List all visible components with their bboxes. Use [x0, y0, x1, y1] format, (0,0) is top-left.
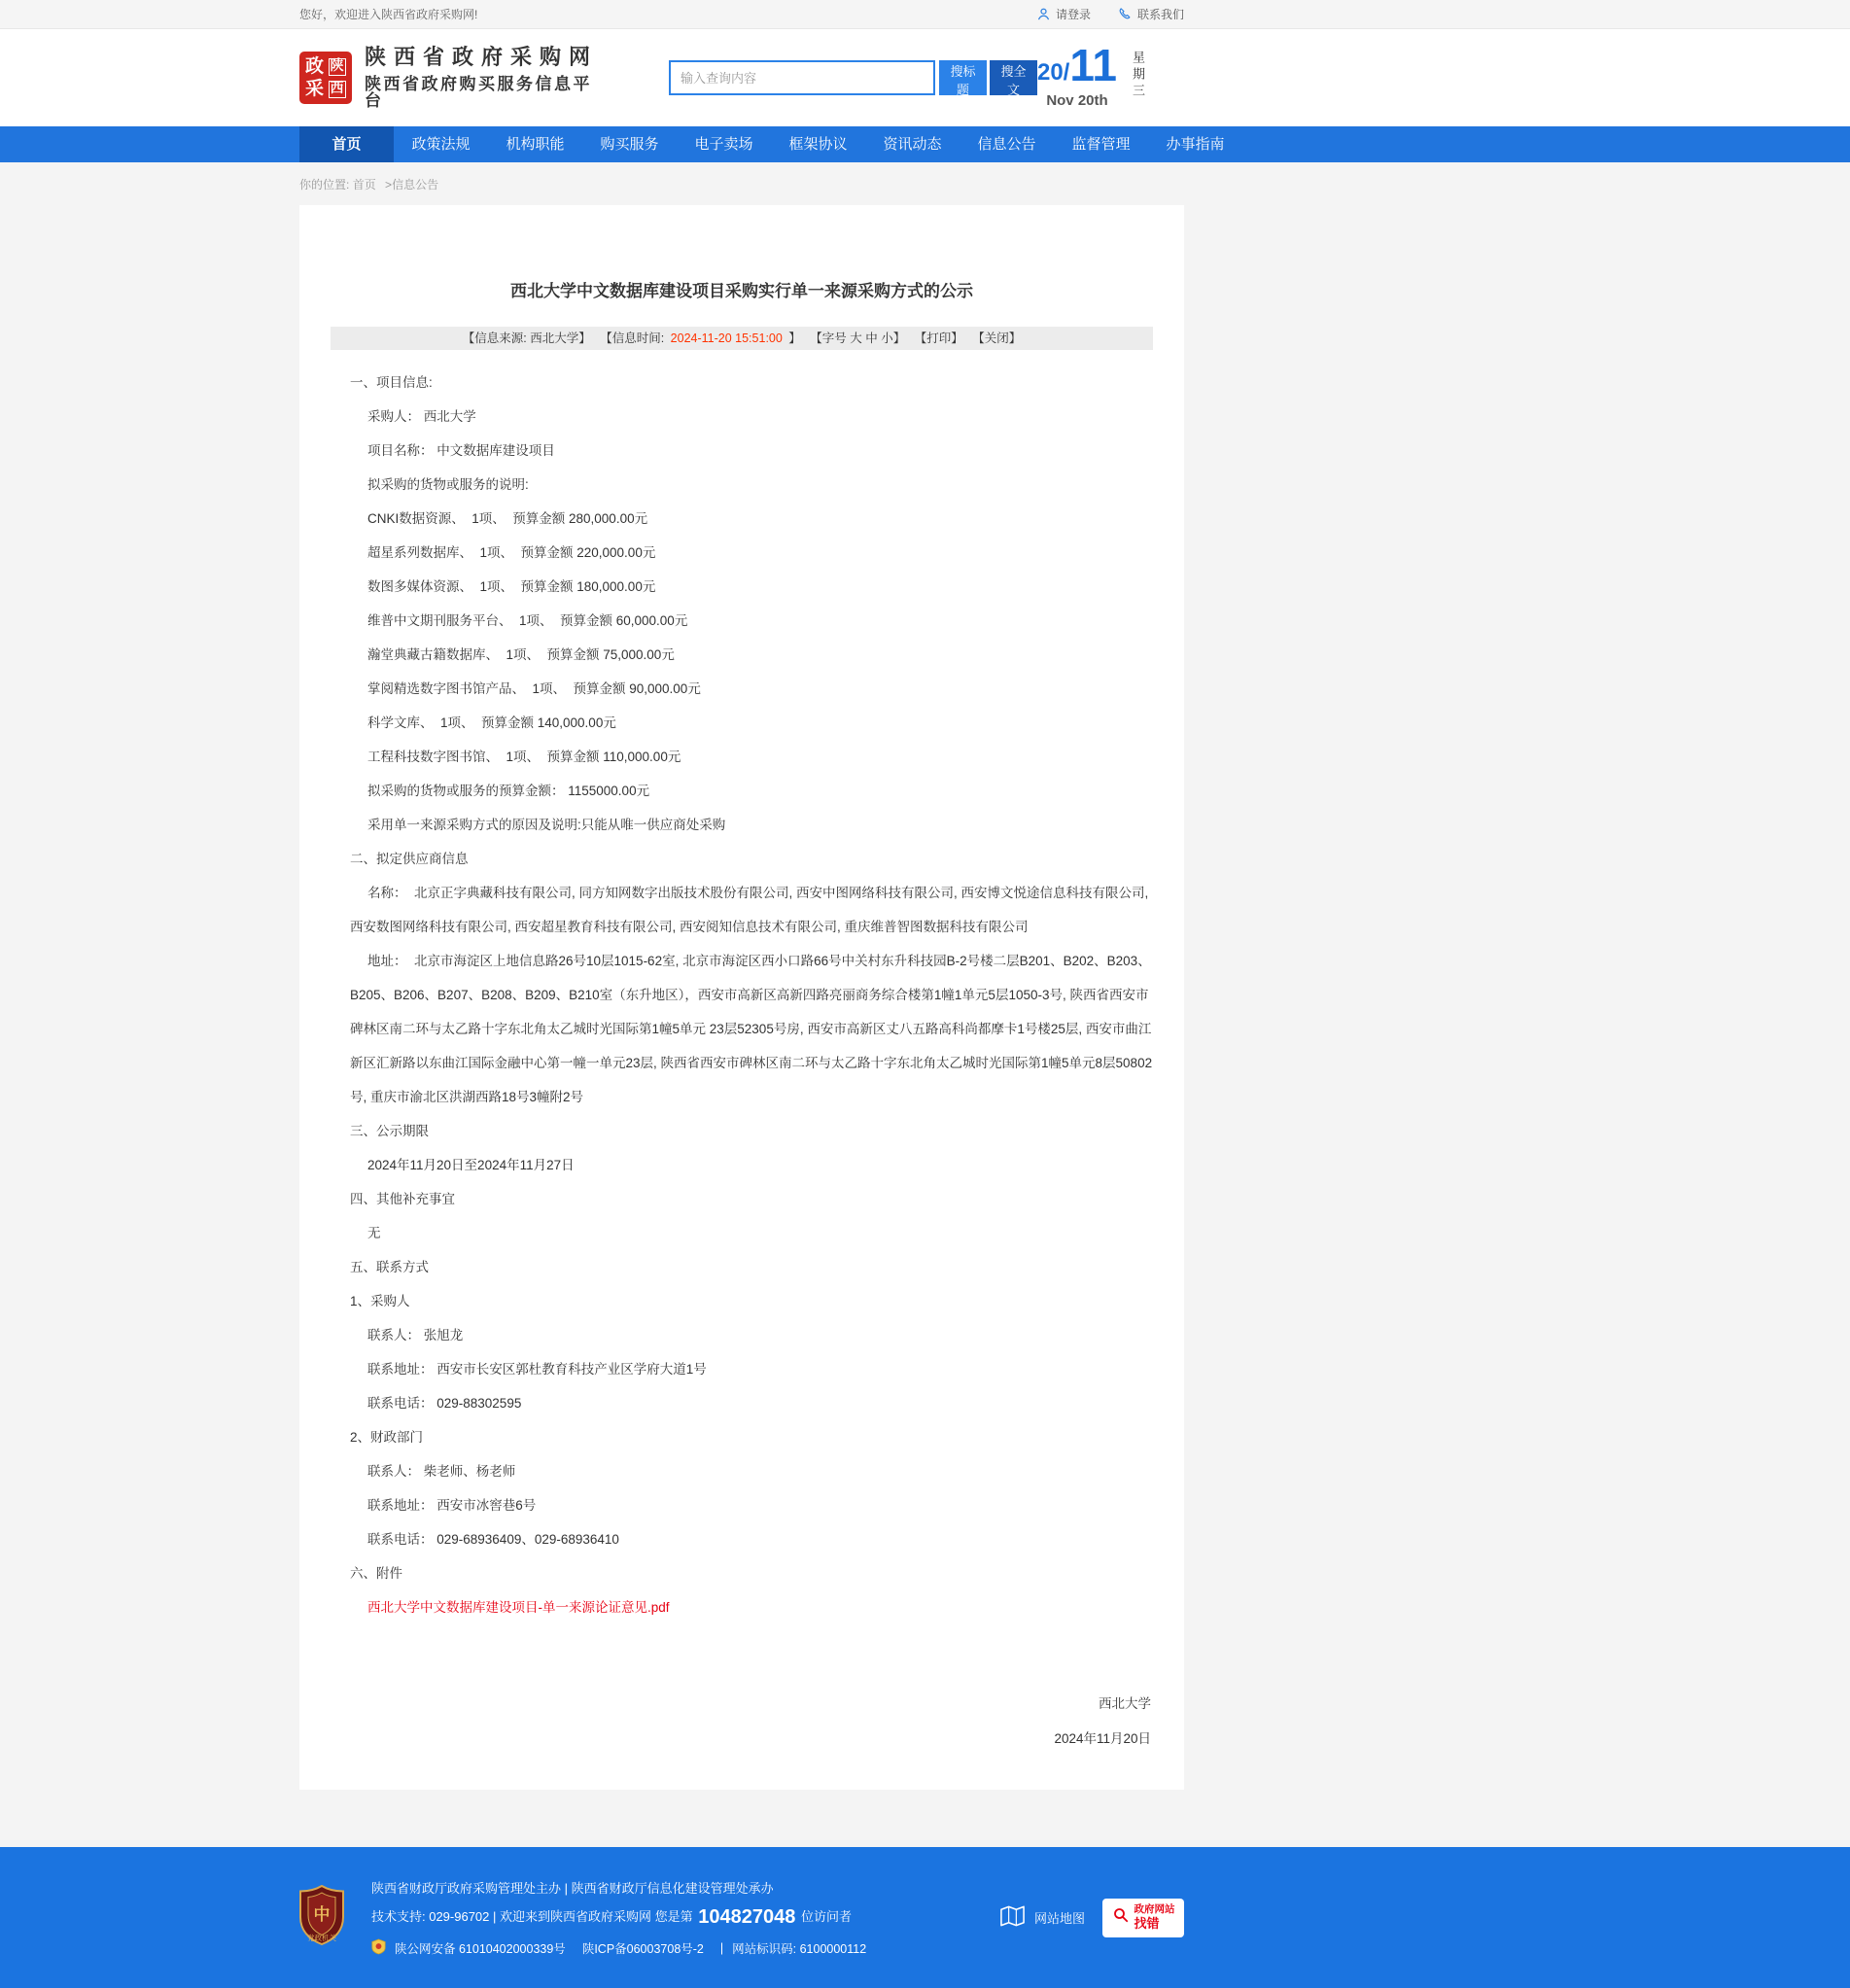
article-paragraph: 名称： 北京正字典藏科技有限公司, 同方知网数字出版技术股份有限公司, 西安中图网络科技有限公司, 西安博文悦途信息科技有限公司, 西安数图网络科技有限公司, 西安超星教育科技有限公司, 西安阅知信息技术有限公司, 重庆维普智图数据科技有限公司: [350, 886, 1153, 934]
article-paragraph: 联系地址： 西安市冰窖巷6号: [367, 1498, 537, 1513]
meta-time-value: 2024-11-20 15:51:00: [670, 331, 783, 345]
article-paragraph: 联系地址： 西安市长安区郭杜教育科技产业区学府大道1号: [367, 1362, 707, 1377]
article-paragraph: 五、联系方式: [350, 1260, 429, 1274]
phone-icon: [1118, 7, 1133, 21]
article-paragraph: 科学文库、 1项、 预算金额 140,000.00元: [367, 715, 616, 730]
date-english: Nov 20th: [1046, 91, 1108, 109]
nav-item[interactable]: 首页: [299, 126, 394, 162]
article-paragraph: 1、采购人: [350, 1294, 410, 1308]
print-button[interactable]: 【打印】: [914, 331, 963, 345]
article-paragraph: 工程科技数字图书馆、 1项、 预算金额 110,000.00元: [367, 750, 681, 764]
footer: [0, 1847, 1850, 1988]
article-paragraph: 采用单一来源采购方式的原因及说明:只能从唯一供应商处采购: [367, 818, 726, 832]
article-signature: [299, 1687, 1184, 1790]
topbar: [0, 0, 1850, 29]
site-name: 陕西省政府采购网: [365, 45, 599, 69]
article-paragraph: 超星系列数据库、 1项、 预算金额 220,000.00元: [367, 545, 656, 560]
contact-label: 联系我们: [1136, 8, 1184, 21]
article-paragraph: 拟采购的货物或服务的预算金额： 1155000.00元: [367, 784, 650, 798]
svg-text:中: 中: [313, 1905, 331, 1924]
nav-item[interactable]: 购买服务: [600, 136, 659, 153]
error-report-label-bottom: 找错: [1134, 1916, 1160, 1931]
breadcrumb-home-link[interactable]: 首页: [352, 178, 376, 192]
nav-item[interactable]: 监督管理: [1071, 136, 1131, 153]
police-badge-icon: [371, 1938, 386, 1958]
party-government-badge-icon: [299, 1885, 344, 1950]
article-paragraph: 无: [367, 1226, 381, 1240]
footer-organizer-line: 陕西省财政厅政府采购管理处主办 | 陕西省财政厅信息化建设管理处承办: [371, 1880, 774, 1896]
date-day: 20/: [1036, 59, 1070, 87]
article-paragraph: 掌阅精选数字图书馆产品、 1项、 预算金额 90,000.00元: [367, 681, 701, 696]
footer-divider: |: [719, 1940, 724, 1955]
article-paragraph: 联系人： 张旭龙: [367, 1328, 464, 1343]
article-paragraph: 二、拟定供应商信息: [350, 852, 469, 866]
signature-org: 西北大学: [1099, 1696, 1151, 1711]
article-paragraph: 2024年11月20日至2024年11月27日: [367, 1158, 575, 1172]
article-paragraph: 四、其他补充事宜: [350, 1192, 455, 1206]
breadcrumb-prefix: 你的位置:: [299, 178, 350, 192]
main-area: [0, 162, 1850, 1803]
article-title: 西北大学中文数据库建设项目采购实行单一来源采购方式的公示: [510, 282, 973, 300]
nav-item[interactable]: 信息公告: [977, 136, 1036, 153]
close-button[interactable]: 【关闭】: [972, 331, 1022, 345]
beian-gongan-link[interactable]: 陕公网安备 61010402000339号: [395, 1941, 566, 1956]
footer-support-line: 技术支持: 029-96702 | 欢迎来到陕西省政府采购网 您是第 104827048 位访问者: [371, 1905, 852, 1928]
article-paragraph: 联系电话： 029-68936409、029-68936410: [367, 1532, 619, 1547]
magnifier-icon: [1112, 1906, 1130, 1929]
search-bar: [669, 60, 1037, 95]
search-title-button[interactable]: 搜标题: [939, 60, 987, 95]
welcome-text: 您好，欢迎进入陕西省政府采购网!: [299, 8, 478, 21]
article-paragraph: 采购人： 西北大学: [367, 409, 476, 424]
sitemap-label: 网站地图: [1033, 1911, 1085, 1926]
site-identification-code: 网站标识码: 6100000112: [732, 1941, 867, 1956]
footer-beian-line: [371, 1938, 970, 1958]
nav-item[interactable]: 资讯动态: [883, 136, 942, 153]
header: [0, 29, 1850, 126]
article-paragraph: 地址： 北京市海淀区上地信息路26号10层1015-62室, 北京市海淀区西小口路66号中关村东升科技园B-2号楼二层B201、B202、B203、B205、B206、B207、B208、B209、B210室（东升地区），西安市高新区高新四路亮丽商务综合楼第1幢1单元5层1050-3号, 陕西省西安市碑林区南二环与太乙路十字东北角太乙城时光国际第1幢5单元 23层52305号房, 西安市高新区丈八五路高科尚都摩卡1号楼25层, 西安市曲江新区汇新路以东曲江国际金融中心第一幢一单元23层, 陕西省西安市碑林区南二环与太乙路十字东北角太乙城时光国际第1幢5单元8层50802号, 重庆市渝北区洪湖西路18号3幢附2号: [350, 954, 1153, 1104]
article-paragraph: 瀚堂典藏古籍数据库、 1项、 预算金额 75,000.00元: [367, 647, 675, 662]
map-icon: [999, 1904, 1026, 1931]
error-report-label-top: 政府网站: [1134, 1903, 1175, 1916]
article-paragraph: 2、财政部门: [350, 1430, 424, 1445]
meta-time-prefix: 【信息时间:: [600, 331, 668, 345]
nav-item[interactable]: 框架协议: [788, 136, 848, 153]
logo-mark-icon: 政 陕 采 西: [299, 52, 352, 104]
article-paragraph: 一、项目信息:: [350, 375, 433, 390]
sitemap-link[interactable]: [999, 1904, 1085, 1931]
article-body: [299, 366, 1184, 1590]
beian-icp-link[interactable]: 陕ICP备06003708号-2: [581, 1941, 704, 1956]
nav-item[interactable]: 政策法规: [411, 136, 471, 153]
breadcrumb: [299, 162, 1184, 205]
article-paragraph: 联系人： 柴老师、杨老师: [367, 1464, 516, 1479]
user-icon: [1036, 7, 1051, 21]
search-input[interactable]: [669, 60, 935, 95]
signature-date: 2024年11月20日: [1054, 1731, 1151, 1746]
article-paragraph: 项目名称： 中文数据库建设项目: [367, 443, 555, 458]
article-panel: [299, 205, 1184, 1790]
meta-time-suffix: 】: [785, 331, 801, 345]
article-paragraph: 数图多媒体资源、 1项、 预算金额 180,000.00元: [367, 579, 656, 594]
article-paragraph: 拟采购的货物或服务的说明:: [367, 477, 529, 492]
article-paragraph: 维普中文期刊服务平台、 1项、 预算金额 60,000.00元: [367, 613, 688, 628]
site-subtitle: 陕西省政府购买服务信息平台: [365, 75, 592, 110]
meta-font-size-controls[interactable]: 【字号 大 中 小】: [810, 331, 906, 345]
date-weekday: 星期三: [1131, 51, 1145, 101]
nav-item[interactable]: 电子卖场: [694, 136, 753, 153]
attachment-link[interactable]: 西北大学中文数据库建设项目-单一来源论证意见.pdf: [367, 1600, 670, 1615]
site-logo[interactable]: [299, 47, 599, 109]
article-paragraph: CNKI数据资源、 1项、 预算金额 280,000.00元: [367, 511, 648, 526]
meta-source: 【信息来源: 西北大学】: [462, 331, 591, 345]
date-month: 11: [1069, 40, 1117, 91]
breadcrumb-current: 信息公告: [392, 178, 439, 192]
nav-item[interactable]: 办事指南: [1166, 136, 1225, 153]
article-paragraph: 联系电话： 029-88302595: [367, 1396, 522, 1411]
error-report-widget[interactable]: [1102, 1899, 1184, 1937]
main-nav: [0, 126, 1850, 162]
svg-text:党政机关: 党政机关: [307, 1934, 336, 1942]
search-fulltext-button[interactable]: 搜全文: [990, 60, 1037, 95]
breadcrumb-separator: >: [385, 178, 393, 192]
contact-link[interactable]: [1118, 6, 1184, 22]
login-link[interactable]: [1036, 6, 1091, 22]
attachment-row: [350, 1590, 1155, 1624]
date-widget: [1036, 40, 1184, 109]
login-label: 请登录: [1055, 8, 1091, 21]
article-paragraph: 三、公示期限: [350, 1124, 429, 1138]
article-paragraph: 六、附件: [350, 1566, 402, 1581]
visitor-count: 104827048: [698, 1905, 796, 1928]
nav-item[interactable]: 机构职能: [506, 136, 565, 153]
article-meta-bar: [331, 327, 1153, 350]
